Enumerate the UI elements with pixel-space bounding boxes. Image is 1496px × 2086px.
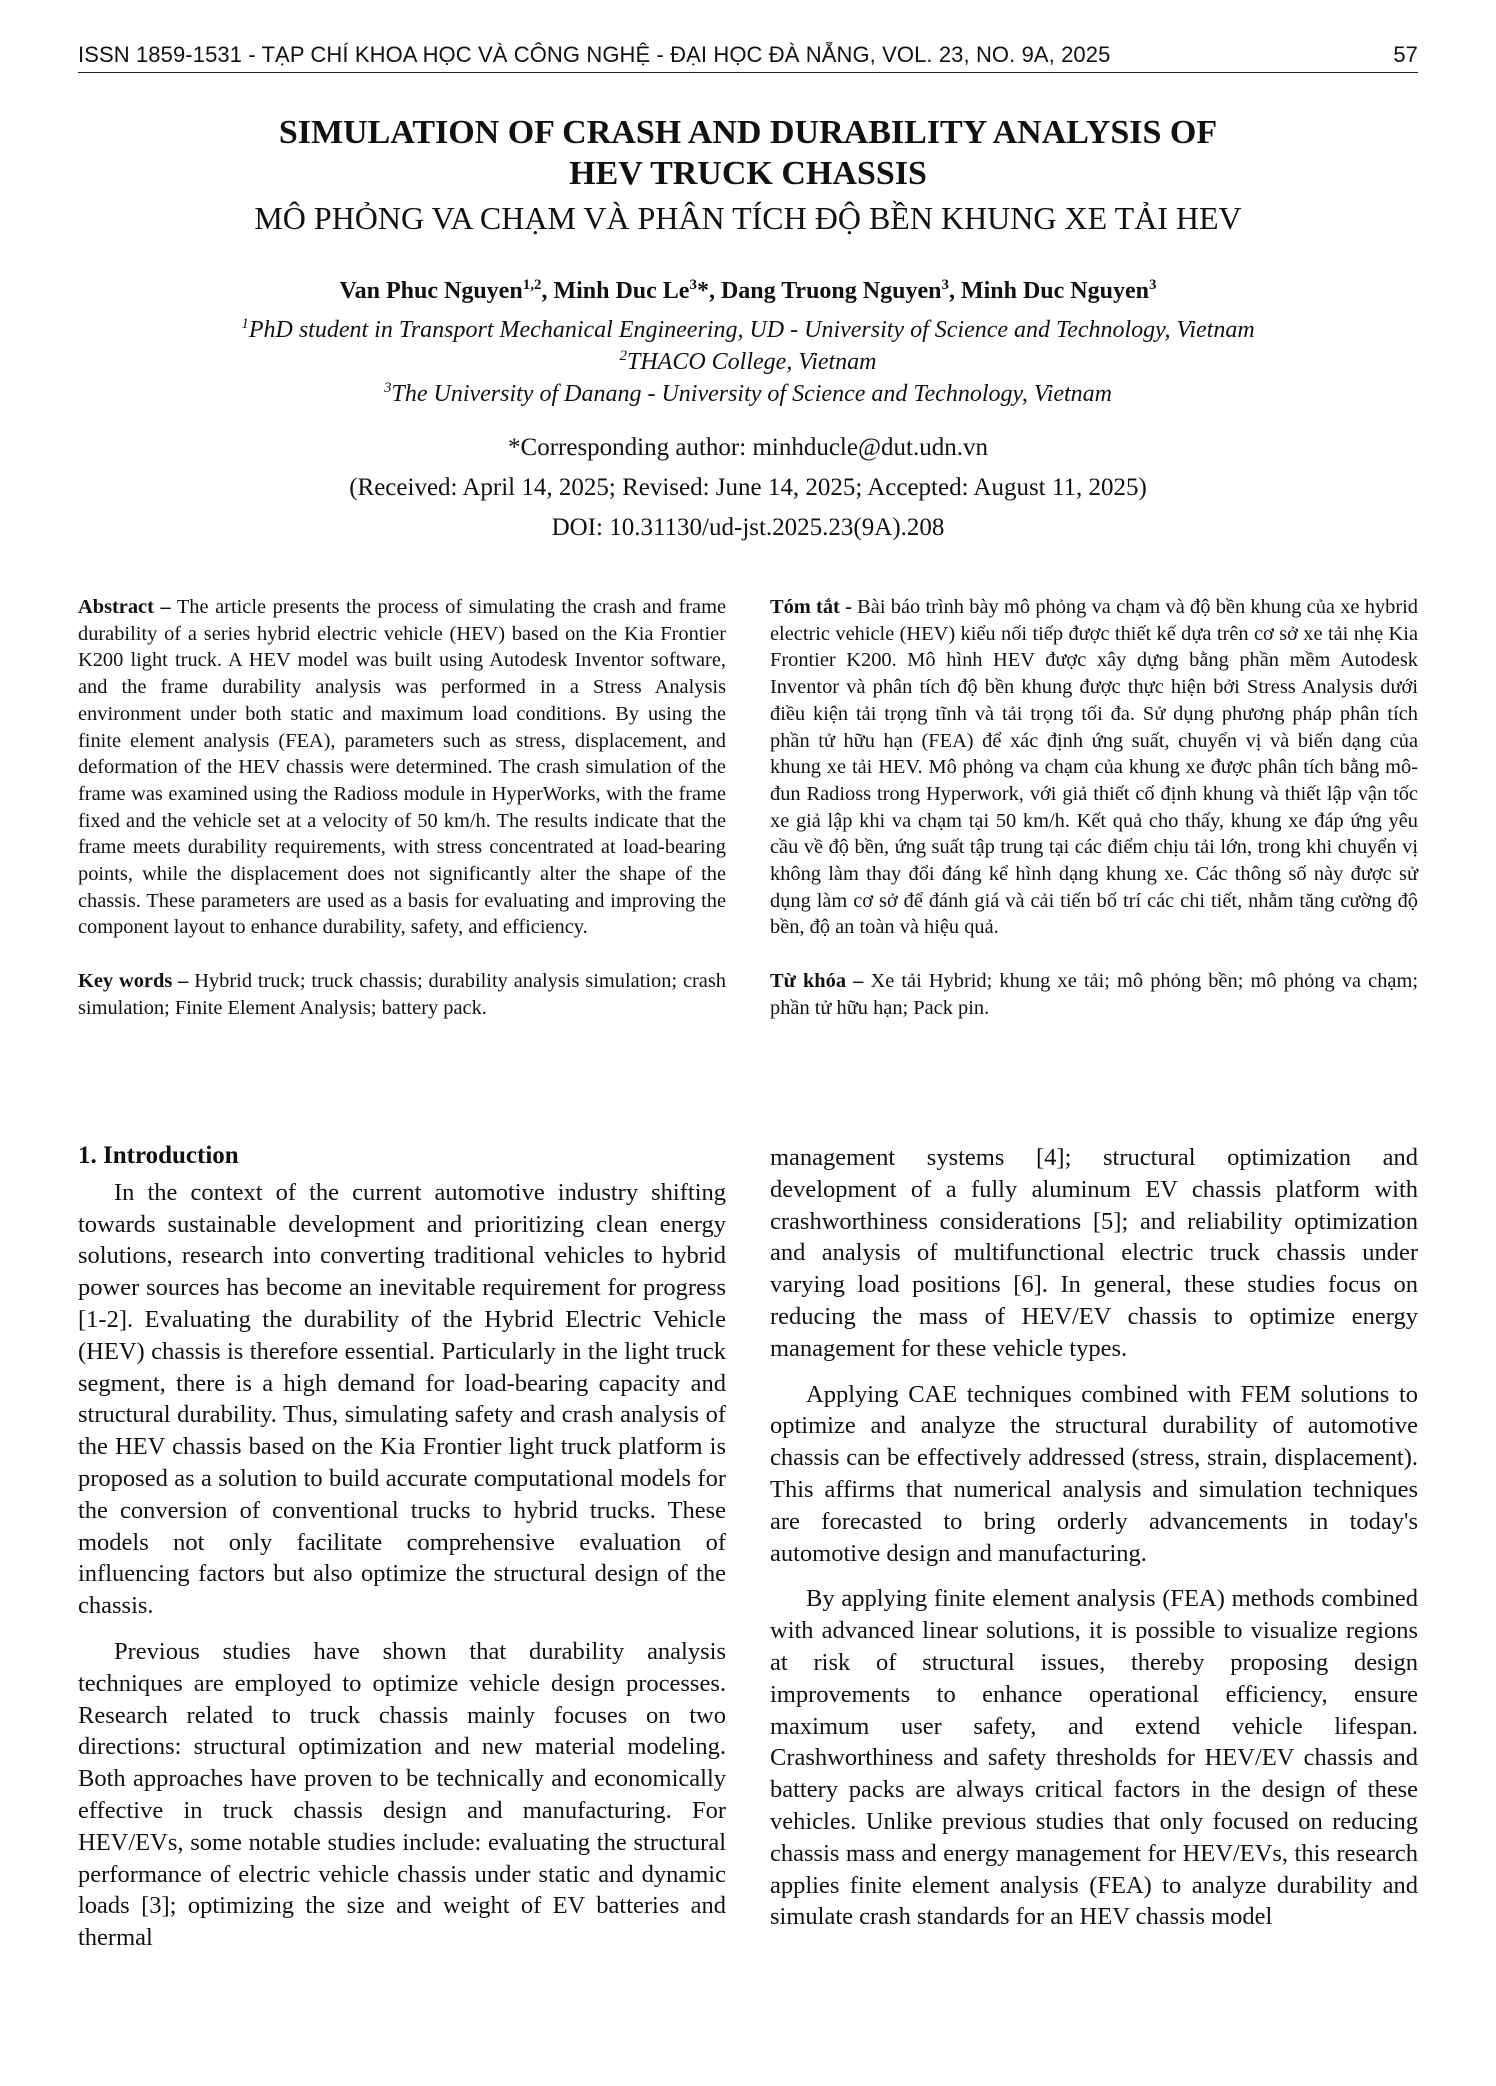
author-name: Minh Duc Le <box>553 278 690 304</box>
paragraph: By applying finite element analysis (FEA) methods combined with advanced linear solutions, it is possible to visualize regions at risk of structural issues, thereby proposing design improvements to enhance operational efficiency, ensure maximum user safety, and extend vehicle lifespan. Crashworthiness and safety thresholds for HEV/EV chassis and battery packs are always critical factors in the design of these vehicles. Unlike previous studies that only focused on reducing chassis mass and energy management for HEV/EVs, this research applies finite element analysis (FEA) to analyze durability and simulate crash standards for an HEV chassis model <box>770 1585 1418 1931</box>
affiliation <box>78 314 1418 346</box>
affiliation-text: The University of Danang - University of Science and Technology, Vietnam <box>391 381 1113 407</box>
paragraph: Previous studies have shown that durability analysis techniques are employed to optimize vehicle design processes. Research related to truck chassis mainly focuses on two directions: structural optimization and new material modeling. Both approaches have proven to be technically and economically effective in truck chassis design and manufacturing. For HEV/EVs, some notable studies include: evaluating the structural performance of electric vehicle chassis under static and dynamic loads [3]; optimizing the size and weight of EV batteries and thermal <box>78 1637 726 1952</box>
header-rule <box>78 72 1418 73</box>
keywords-vietnamese <box>770 968 1418 1021</box>
affiliation <box>78 378 1418 410</box>
author-affil-sup: 3 <box>941 277 949 293</box>
author <box>961 278 1157 304</box>
paragraph: Applying CAE techniques combined with FEM solutions to optimize and analyze the structural durability of automotive chassis can be effectively addressed (stress, strain, displacement). This affirms that numerical analysis and simulation techniques are forecasted to bring orderly advancements in today's automotive design and manufacturing. <box>770 1380 1418 1567</box>
title-vietnamese: MÔ PHỎNG VA CHẠM VÀ PHÂN TÍCH ĐỘ BỀN KHUNG XE TẢI HEV <box>254 200 1242 236</box>
keywords-text: Xe tải Hybrid; khung xe tải; mô phỏng bền; mô phỏng va chạm; phần tử hữu hạn; Pack pin. <box>770 970 1418 1019</box>
author <box>340 278 554 304</box>
author-affil-sup: 3 <box>689 277 697 293</box>
title-block <box>78 112 1418 238</box>
abstract-vietnamese-body <box>770 594 1418 941</box>
affiliation-sup: 2 <box>619 348 627 364</box>
affiliation <box>78 346 1418 378</box>
title-english-line1: SIMULATION OF CRASH AND DURABILITY ANALYSIS OF <box>278 114 1218 151</box>
author-sep: , <box>541 278 554 304</box>
body-column-left <box>78 1140 726 1954</box>
affiliation-text: THACO College, Vietnam <box>626 349 877 375</box>
abstract-text: The article presents the process of simulating the crash and frame durability of a series hybrid electric vehicle (HEV) based on the Kia Frontier K200 light truck. A HEV model was built using Autodesk Inventor software, and the frame durability analysis was performed in a Stress Analysis environment under both static and maximum load conditions. By using the finite element analysis (FEA), parameters such as stress, displacement, and deformation of the HEV chassis were determined. The crash simulation of the frame was examined using the Radioss module in HyperWorks, with the frame fixed and the vehicle set at a velocity of 50 km/h. The results indicate that the frame meets durability requirements, with stress concentrated at load-bearing points, while the displacement does not significantly alter the shape of the chassis. These parameters are used as a basis for evaluating and improving the component layout to enhance durability, safety, and efficiency. <box>78 596 726 939</box>
running-header <box>78 42 1418 72</box>
author-affil-sup: 1,2 <box>522 277 542 293</box>
article-dates: (Received: April 14, 2025; Revised: June 14, 2025; Accepted: August 11, 2025) <box>349 474 1147 501</box>
author-list <box>78 276 1418 306</box>
section-heading: 1. Introduction <box>78 1142 239 1169</box>
author-affil-sup: 3 <box>1148 277 1157 293</box>
page-number: 57 <box>1393 42 1418 67</box>
title-english-line2: HEV TRUCK CHASSIS <box>569 155 927 192</box>
affiliations <box>78 314 1418 410</box>
author-sep: *, <box>696 278 721 304</box>
author <box>721 278 961 304</box>
abstract-vietnamese <box>770 594 1418 1022</box>
paragraph: management systems [4]; structural optimization and development of a fully aluminum EV chassis platform with crashworthiness considerations [5]; and reliability optimization and analysis of multifunctional electric truck chassis under varying load positions [6]. In general, these studies focus on reducing the mass of HEV/EV chassis to optimize energy management for these vehicle types. <box>770 1144 1418 1362</box>
keywords-text: Hybrid truck; truck chassis; durability analysis simulation; crash simulation; Finite Element Analysis; battery pack. <box>78 970 726 1019</box>
journal-name: ISSN 1859-1531 - TẠP CHÍ KHOA HỌC VÀ CÔNG NGHỆ - ĐẠI HỌC ĐÀ NẴNG, VOL. 23, NO. 9A, 2025 <box>78 42 1111 67</box>
author-name: Dang Truong Nguyen <box>720 278 942 304</box>
abstract-english-body <box>78 594 726 941</box>
abstract-text: Bài báo trình bày mô phỏng va chạm và độ bền khung của xe hybrid electric vehicle (HEV) kiểu nối tiếp được thiết kế dựa trên cơ sở xe tải nhẹ Kia Frontier K200. Mô hình HEV được xây dựng bằng phần mềm Autodesk Inventor và phân tích độ bền khung được thực hiện bởi Stress Analysis dưới điều kiện tải trọng tĩnh và tải trọng tối đa. Sử dụng phương pháp phân tích phần tử hữu hạn (FEA) để xác định ứng suất, chuyển vị và biến dạng của khung xe tải HEV. Mô phỏng va chạm của khung xe được phân tích bằng mô-đun Radioss trong Hyperwork, với giả thiết cố định khung và thiết lập vận tốc xe giả lập khi va chạm tại 50 km/h. Kết quả cho thấy, khung xe đáp ứng yêu cầu về độ bền, ứng suất tập trung tại các điểm chịu tải lớn, trong khi chuyển vị không làm thay đổi đáng kể hình dạng khung xe. Các thông số này được sử dụng làm cơ sở để đánh giá và cải tiến bố trí các chi tiết, nhằm tăng cường độ bền, độ an toàn và hiệu quả. <box>770 596 1418 939</box>
corresponding-author: *Corresponding author: minhducle@dut.udn.vn <box>508 434 988 461</box>
keywords-english <box>78 968 726 1021</box>
affiliation-text: PhD student in Transport Mechanical Engineering, UD - University of Science and Technology, Vietnam <box>248 317 1255 343</box>
affiliation-sup: 3 <box>383 380 392 396</box>
author-name: Van Phuc Nguyen <box>339 278 523 304</box>
keywords-label: Từ khóa – <box>770 970 864 993</box>
author-sep: , <box>948 278 961 304</box>
author <box>553 278 721 304</box>
title-english <box>78 112 1418 194</box>
abstract-label: Abstract – <box>78 596 171 618</box>
abstract-label: Tóm tắt - <box>770 596 852 618</box>
doi: DOI: 10.31130/ud-jst.2025.23(9A).208 <box>551 514 945 541</box>
abstract-english <box>78 594 726 1022</box>
keywords-label: Key words – <box>78 970 189 993</box>
article-meta <box>78 428 1418 548</box>
paragraph: In the context of the current automotive industry shifting towards sustainable development and prioritizing clean energy solutions, research into converting traditional vehicles to hybrid power sources has become an inevitable requirement for progress [1-2]. Evaluating the durability of the Hybrid Electric Vehicle (HEV) chassis is therefore essential. Particularly in the light truck segment, there is a high demand for load-bearing capacity and structural durability. Thus, simulating safety and crash analysis of the HEV chassis based on the Kia Frontier light truck platform is proposed as a solution to build accurate computational models for the conversion of conventional trucks to hybrid trucks. These models not only facilitate comprehensive evaluation of influencing factors but also optimize the structural design of the chassis. <box>78 1178 726 1620</box>
body-column-right <box>770 1142 1418 1933</box>
author-name: Minh Duc Nguyen <box>960 278 1149 304</box>
affiliation-sup: 1 <box>241 316 249 332</box>
